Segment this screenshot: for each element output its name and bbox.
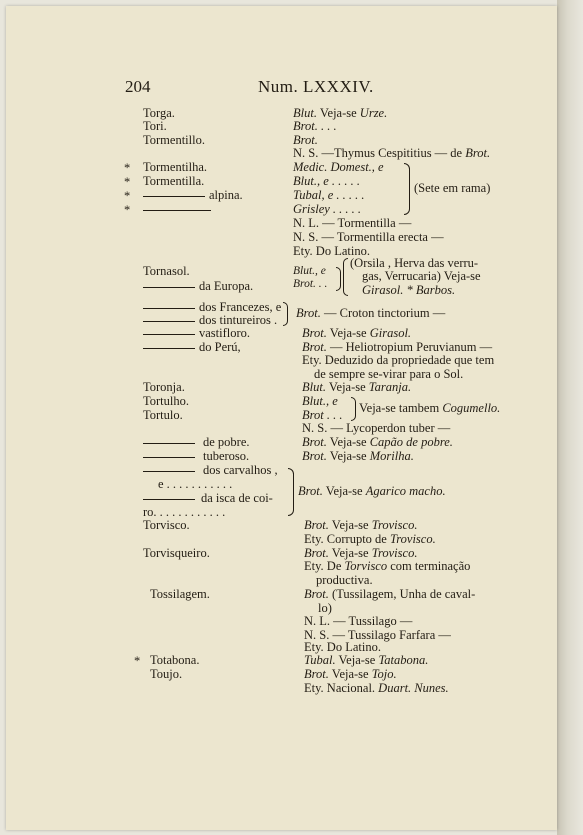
page-title: Num. LXXXIV. xyxy=(258,77,374,96)
ref-torvisqueiro: Brot. Veja-se Trovisco. xyxy=(304,546,418,560)
ref-tori: Brot. . . . xyxy=(293,119,337,133)
ref-brot-dots-2: Brot . . . xyxy=(302,408,343,422)
brace-francezes xyxy=(283,302,288,326)
page-number: 204 xyxy=(125,77,151,96)
ref-de-pobre: Brot. Veja-se Capão de pobre. xyxy=(302,435,453,449)
entry-vastifloro: vastifloro. xyxy=(143,327,250,340)
entry-tornasol: Tornasol. xyxy=(143,264,190,278)
entry-do-peru: do Perú, xyxy=(143,341,241,354)
ref-girasol-barbos: Girasol. * Barbos. xyxy=(362,283,456,297)
brace-tortulho xyxy=(351,397,356,421)
brace-sete-left xyxy=(404,163,410,215)
ref-verrucaria: gas, Verrucaria) Veja-se xyxy=(362,269,481,283)
entry-torvisqueiro: Torvisqueiro. xyxy=(143,546,210,560)
ref-ns-tussilago: N. S. — Tussilago Farfara — xyxy=(304,628,451,642)
entry-da-europa: da Europa. xyxy=(143,280,253,293)
ref-ety-sol: de sempre se-virar para o Sol. xyxy=(314,367,464,381)
entry-torga: Torga. xyxy=(143,106,175,120)
ref-grisley: Grisley . . . . . xyxy=(293,202,362,216)
ref-ns-tormentilla: N. S. — Tormentilla erecta — xyxy=(293,230,444,244)
ref-blut-e-2: Blut., e xyxy=(302,394,338,408)
asterisk-1: * xyxy=(124,161,131,175)
entry-ro: ro. . . . . . . . . . . . xyxy=(143,505,226,519)
entry-toujo: Toujo. xyxy=(150,667,183,681)
entry-tossilagem: Tossilagem. xyxy=(150,587,210,601)
book-page xyxy=(6,6,557,830)
brace-tornasol-b xyxy=(343,258,348,296)
ref-medic: Medic. Domest., e xyxy=(293,160,384,174)
asterisk-3: * xyxy=(124,189,131,203)
entry-tori: Tori. xyxy=(143,119,167,133)
ref-ety-terminacao: Ety. De Torvisco com terminação xyxy=(304,559,471,573)
ref-ety-corrupto: Ety. Corrupto de Trovisco. xyxy=(304,532,436,546)
ref-agarico: Brot. Veja-se Agarico macho. xyxy=(298,484,446,498)
ref-toronja: Blut. Veja-se Taranja. xyxy=(302,380,412,394)
asterisk-2: * xyxy=(124,175,131,189)
ref-croton: Brot. — Croton tinctorium — xyxy=(296,306,446,320)
entry-dos-carvalhos: dos carvalhos , xyxy=(143,464,278,477)
ref-totabona: Tubal. Veja-se Tatabona. xyxy=(304,653,429,667)
ref-lo: lo) xyxy=(318,601,332,615)
ref-nl-tormentilla: N. L. — Tormentilla — xyxy=(293,216,412,230)
ref-ety-nacional: Ety. Nacional. Duart. Nunes. xyxy=(304,681,449,695)
ref-brot-dots: Brot. . . xyxy=(293,278,328,290)
entry-toronja: Toronja. xyxy=(143,380,185,394)
entry-torvisco: Torvisco. xyxy=(143,518,190,532)
entry-totabona: Totabona. xyxy=(150,653,200,667)
asterisk-4: * xyxy=(124,203,131,217)
entry-da-isca: da isca de coi- xyxy=(143,492,273,505)
entry-dos-francezes: dos Francezes, e xyxy=(143,301,281,314)
ref-tormentillo: Brot. xyxy=(293,133,318,147)
ref-tubal: Tubal, e . . . . . xyxy=(293,188,365,202)
ref-heliotropium: Brot. — Heliotropium Peruvianum — xyxy=(302,340,493,354)
entry-tormentillo: Tormentillo. xyxy=(143,133,205,147)
ref-torvisco: Brot. Veja-se Trovisco. xyxy=(304,518,418,532)
ref-tuberoso: Brot. Veja-se Morilha. xyxy=(302,449,414,463)
ref-sete-em-rama: (Sete em rama) xyxy=(414,181,491,195)
entry-tormentilha: Tormentilha. xyxy=(143,160,208,174)
ref-blut: Blut., e . . . . . xyxy=(293,174,361,188)
ref-ety-deduzido: Ety. Deduzido da propriedade que tem xyxy=(302,353,495,367)
ref-thymus: N. S. —Thymus Cespititius — de Brot. xyxy=(293,146,491,160)
asterisk-5: * xyxy=(134,654,141,668)
entry-tortulo: Tortulo. xyxy=(143,408,183,422)
ref-ety-latino: Ety. Do Latino. xyxy=(293,244,370,258)
ref-toujo: Brot. Veja-se Tojo. xyxy=(304,667,397,681)
ref-blut-e: Blut., e xyxy=(293,265,326,277)
ref-cogumello: Veja-se tambem Cogumello. xyxy=(359,401,501,415)
entry-dos-tintureiros: dos tintureiros . xyxy=(143,314,277,327)
entry-e-dots: e . . . . . . . . . . . xyxy=(158,477,233,491)
entry-de-pobre: de pobre. xyxy=(143,436,250,449)
ref-torga: Blut. Veja-se Urze. xyxy=(293,106,388,120)
ref-vastifloro: Brot. Veja-se Girasol. xyxy=(302,326,412,340)
ref-tussilagem: Brot. (Tussilagem, Unha de caval- xyxy=(304,587,476,601)
entry-blank-dash xyxy=(143,203,211,216)
brace-agarico xyxy=(288,468,294,516)
ref-lycoperdon: N. S. — Lycoperdon tuber — xyxy=(302,421,451,435)
ref-nl-tussilago: N. L. — Tussilago — xyxy=(304,614,413,628)
brace-tornasol-a xyxy=(336,267,341,291)
ref-productiva: productiva. xyxy=(316,573,373,587)
ref-ety-latino-2: Ety. Do Latino. xyxy=(304,640,381,654)
book-spine xyxy=(557,0,583,835)
entry-tortulho: Tortulho. xyxy=(143,394,189,408)
ref-orsila: (Orsila , Herva das verru- xyxy=(350,256,479,270)
entry-tormentilla: Tormentilla. xyxy=(143,174,205,188)
entry-tuberoso: tuberoso. xyxy=(143,450,249,463)
entry-alpina: alpina. xyxy=(143,189,243,202)
